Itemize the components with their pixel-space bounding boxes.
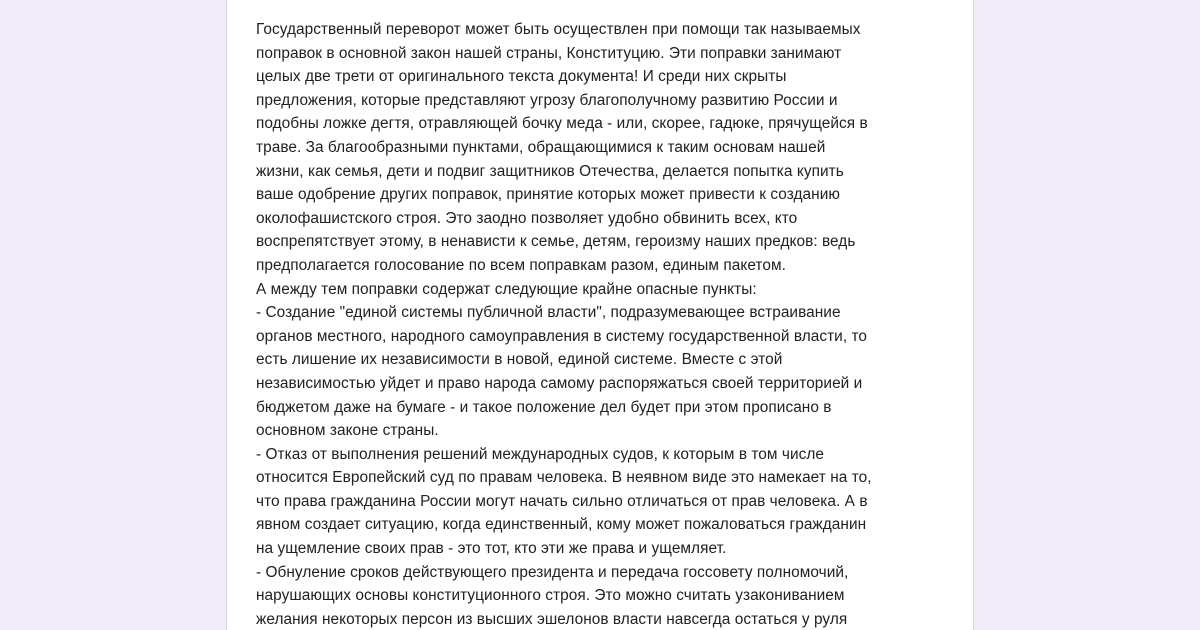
description-line: предполагается голосование по всем поправкам разом, единым пакетом.	[256, 256, 786, 274]
description-line: воспрепятствует этому, в ненависти к семье, детям, героизму наших предков: ведь	[256, 233, 856, 251]
description-line: целых две трети от оригинального текста документа! И среди них скрыты	[256, 68, 787, 86]
description-line: желания некоторых персон из высших эшелонов власти навсегда остаться у руля	[256, 610, 848, 628]
description-line: явном создает ситуацию, когда единственный, кому может пожаловаться гражданин	[256, 516, 867, 534]
description-line: независимостью уйдет и право народа самому распоряжаться своей территорией и	[256, 374, 863, 392]
description-line: на ущемление своих прав - это тот, кто эти же права и ущемляет.	[256, 540, 727, 558]
description-line: относится Европейский суд по правам человека. В неявном виде это намекает на то,	[256, 469, 872, 487]
description-line: - Создание "единой системы публичной власти", подразумевающее встраивание	[256, 304, 841, 322]
description-line: околофашистского строя. Это заодно позволяет удобно обвинить всех, кто	[256, 209, 798, 227]
description-line: поправок в основной закон нашей страны, Конституцию. Эти поправки занимают	[256, 44, 842, 62]
description-line: органов местного, народного самоуправления в систему государственной власти, то	[256, 327, 868, 345]
description-line: что права гражданина России могут начать сильно отличаться от прав человека. А в	[256, 492, 868, 510]
form-description-card	[226, 0, 974, 630]
description-line: предложения, которые представляют угрозу благополучному развитию России и	[256, 91, 838, 109]
description-line: А между тем поправки содержат следующие крайне опасные пункты:	[256, 280, 757, 298]
description-line: ваше одобрение других поправок, принятие которых может привести к созданию	[256, 186, 840, 204]
description-line: есть лишение их независимости в новой, единой системе. Вместе с этой	[256, 351, 783, 369]
description-line: - Отказ от выполнения решений международных судов, к которым в том числе	[256, 445, 824, 463]
description-line: основном законе страны.	[256, 422, 439, 440]
description-line: - Обнуление сроков действующего президента и передача госсовету полномочий,	[256, 563, 849, 581]
description-line: траве. За благообразными пунктами, обращающимися к таким основам нашей	[256, 138, 826, 156]
description-line: бюджетом даже на бумаге - и такое положение дел будет при этом прописано в	[256, 398, 832, 416]
description-line: жизни, как семья, дети и подвиг защитников Отечества, делается попытка купить	[256, 162, 844, 180]
form-description-text	[256, 18, 956, 630]
description-line: Государственный переворот может быть осуществлен при помощи так называемых	[256, 21, 861, 38]
description-line: подобны ложке дегтя, отравляющей бочку меда - или, скорее, гадюке, прячущейся в	[256, 115, 868, 133]
description-line: нарушающих основы конституционного строя. Это можно считать узакониванием	[256, 587, 845, 605]
